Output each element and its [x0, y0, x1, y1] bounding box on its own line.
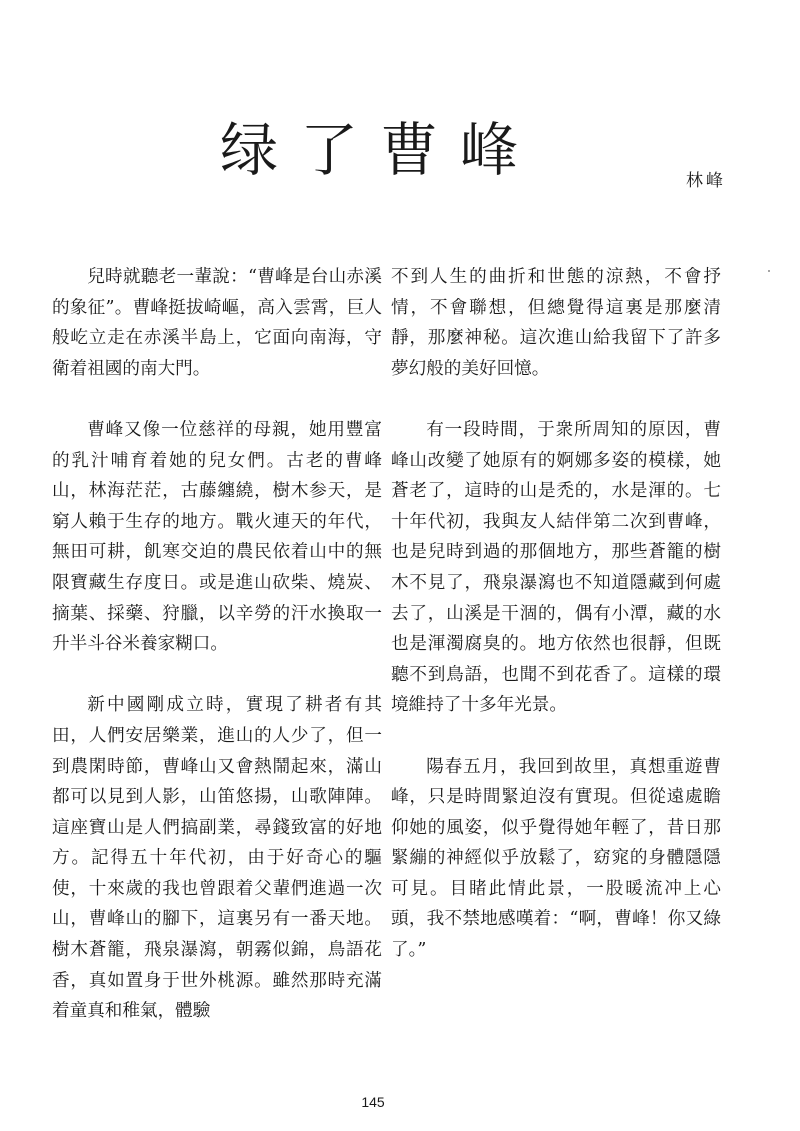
- article-author: 林峰: [686, 171, 726, 191]
- paragraph-4: 有一段時間，于衆所周知的原因，曹峰山改變了她原有的婀娜多姿的模樣，她蒼老了，這時的山是禿的，水是渾的。七十年代初，我與友人結伴第二次到曹峰，也是兒時到過的那個地方，那些蒼籠的樹木不見了，飛泉瀑瀉也不知道隱藏到何處去了，山溪是干涸的，偶有小潭，藏的水也是渾濁腐臭的。地方依然也很靜，但既聽不到鳥語，也聞不到花香了。這樣的環境維持了十多年光景。: [391, 419, 721, 716]
- scan-speck: [768, 270, 770, 272]
- paragraph-5: 陽春五月，我回到故里，真想重遊曹峰，只是時間緊迫沒有實現。但從遠處瞻仰她的風姿，似乎覺得她年輕了，昔日那緊繃的神經似乎放鬆了，窈窕的身體隱隱可見。目睹此情此景，一股暖流冲上心頭，我不禁地感嘆着：“啊，曹峰！你又綠了。”: [391, 756, 721, 961]
- left-column: [52, 262, 382, 1057]
- paragraph-1: 兒時就聽老一輩說：“曹峰是台山赤溪的象征”。曹峰挺拔崎嶇，高入雲霄，巨人般屹立走在赤溪半島上，它面向南海，守衛着祖國的南大門。: [52, 267, 382, 379]
- page-number: 145: [361, 1094, 385, 1110]
- paragraph-3-continued: 不到人生的曲折和世態的涼熱，不會抒情，不會聯想，但總覺得這裏是那麼清靜，那麼神秘。這次進山給我留下了許多夢幻般的美好回憶。: [391, 267, 721, 379]
- right-column: [391, 262, 721, 996]
- paragraph-3: 新中國剛成立時，實現了耕者有其田，人們安居樂業，進山的人少了，但一到農閑時節，曹峰山又會熱鬧起來，滿山都可以見到人影，山笛悠揚，山歌陣陣。這座寶山是人們搞副業，尋錢致富的好地方。記得五十年代初，由于好奇心的驅使，十來歲的我也曾跟着父輩們進過一次山，曹峰山的腳下，這裏另有一番天地。樹木蒼籠，飛泉瀑瀉，朝霧似錦，鳥語花香，真如置身于世外桃源。雖然那時充滿着童真和稚氣，體驗: [52, 695, 382, 1022]
- article-title: 绿了曹峰: [219, 115, 540, 184]
- paragraph-2: 曹峰又像一位慈祥的母親，她用豐富的乳汁哺育着她的兒女們。古老的曹峰山，林海茫茫，古藤纏繞，樹木参天，是窮人賴于生存的地方。戰火連天的年代，無田可耕，飢寒交迫的農民依着山中的無限寶藏生存度日。或是進山砍柴、燒炭、摘葉、採藥、狩臘，以辛勞的汗水換取一升半斗谷米養家糊口。: [52, 419, 382, 655]
